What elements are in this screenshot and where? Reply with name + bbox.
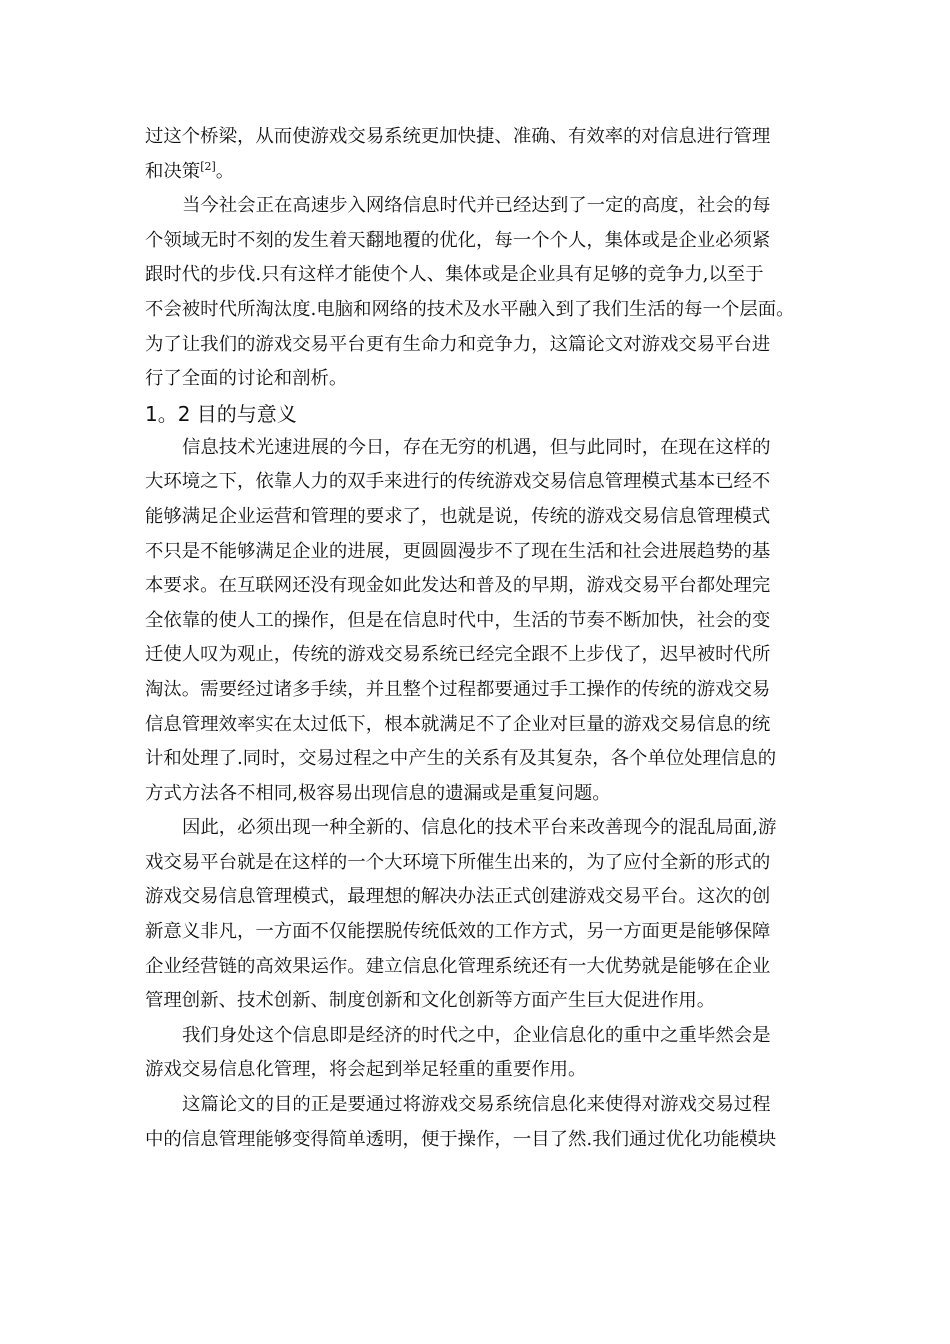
text-line: 这篇论文的目的正是要通过将游戏交易系统信息化来使得对游戏交易过程 [182,1094,771,1116]
text-line: 游戏交易信息化管理，将会起到举足轻重的重要作用。 [145,1059,587,1081]
text-line: 大环境之下，依靠人力的双手来进行的传统游戏交易信息管理模式基本已经不 [145,471,771,493]
text-line: 因此，必须出现一种全新的、信息化的技术平台来改善现今的混乱局面,游 [182,817,777,839]
section-paragraph-4 [145,1088,805,1157]
text-line: 信息管理效率实在太过低下，根本就满足不了企业对巨量的游戏交易信息的统 [145,713,771,735]
section-heading: 1。2 目的与意义 [145,401,297,426]
text-line: 淘汰。需要经过诸多手续，并且整个过程都要通过手工操作的传统的游戏交易 [145,678,771,700]
text-line: 行了全面的讨论和剖析。 [145,368,348,390]
text-line: 信息技术光速进展的今日，存在无穷的机遇，但与此同时，在现在这样的 [182,436,771,458]
text-line: 个领域无时不刻的发生着天翻地覆的优化，每一个个人，集体或是企业必须紧 [145,229,771,251]
section-paragraph-2 [145,811,805,1019]
text-line: 中的信息管理能够变得简单透明，便于操作，一目了然.我们通过优化功能模块 [145,1128,777,1150]
intro-paragraph-2 [145,189,805,397]
citation-marker: [2] [200,159,216,173]
text-line: 计和处理了.同时，交易过程之中产生的关系有及其复杂，各个单位处理信息的 [145,748,777,770]
text-line: 能够满足企业运营和管理的要求了，也就是说，传统的游戏交易信息管理模式 [145,505,771,527]
text-line: 不只是不能够满足企业的进展，更圆圆漫步不了现在生活和社会进展趋势的基 [145,540,771,562]
text-line: 跟时代的步伐.只有这样才能使个人、集体或是企业具有足够的竞争力,以至于 [145,264,764,286]
text-line: 当今社会正在高速步入网络信息时代并已经达到了一定的高度，社会的每 [182,195,771,217]
section-paragraph-1 [145,431,805,812]
text-line: 管理创新、技术创新、制度创新和文化创新等方面产生巨大促进作用。 [145,990,716,1012]
text-line: 戏交易平台就是在这样的一个大环境下所催生出来的，为了应付全新的形式的 [145,851,771,873]
text-line-segment: 。 [215,160,235,182]
text-line: 游戏交易信息管理模式，最理想的解决办法正式创建游戏交易平台。这次的创 [145,886,771,908]
text-line: 我们身处这个信息即是经济的时代之中，企业信息化的重中之重毕然会是 [182,1024,771,1046]
text-line: 企业经营链的高效果运作。建立信息化管理系统还有一大优势就是能够在企业 [145,955,771,977]
text-line: 不会被时代所淘汰度.电脑和网络的技术及水平融入到了我们生活的每一个层面。 [145,298,795,320]
text-line: 为了让我们的游戏交易平台更有生命力和竞争力，这篇论文对游戏交易平台进 [145,333,771,355]
text-line: 本要求。在互联网还没有现金如此发达和普及的早期，游戏交易平台都处理完 [145,575,771,597]
page-content [145,120,805,1157]
text-line [145,155,805,190]
text-line: 过这个桥梁，从而使游戏交易系统更加快捷、准确、有效率的对信息进行管理 [145,126,771,147]
intro-paragraph-1 [145,120,805,189]
text-line: 迁使人叹为观止，传统的游戏交易系统已经完全跟不上步伐了，迟早被时代所 [145,644,771,666]
text-line: 方式方法各不相同,极容易出现信息的遗漏或是重复问题。 [145,782,611,804]
text-line: 全依靠的使人工的操作，但是在信息时代中，生活的节奏不断加快，社会的变 [145,609,771,631]
text-line: 新意义非凡，一方面不仅能摆脱传统低效的工作方式，另一方面更是能够保障 [145,921,771,943]
section-paragraph-3 [145,1019,805,1088]
text-line-segment: 和决策 [145,160,201,182]
